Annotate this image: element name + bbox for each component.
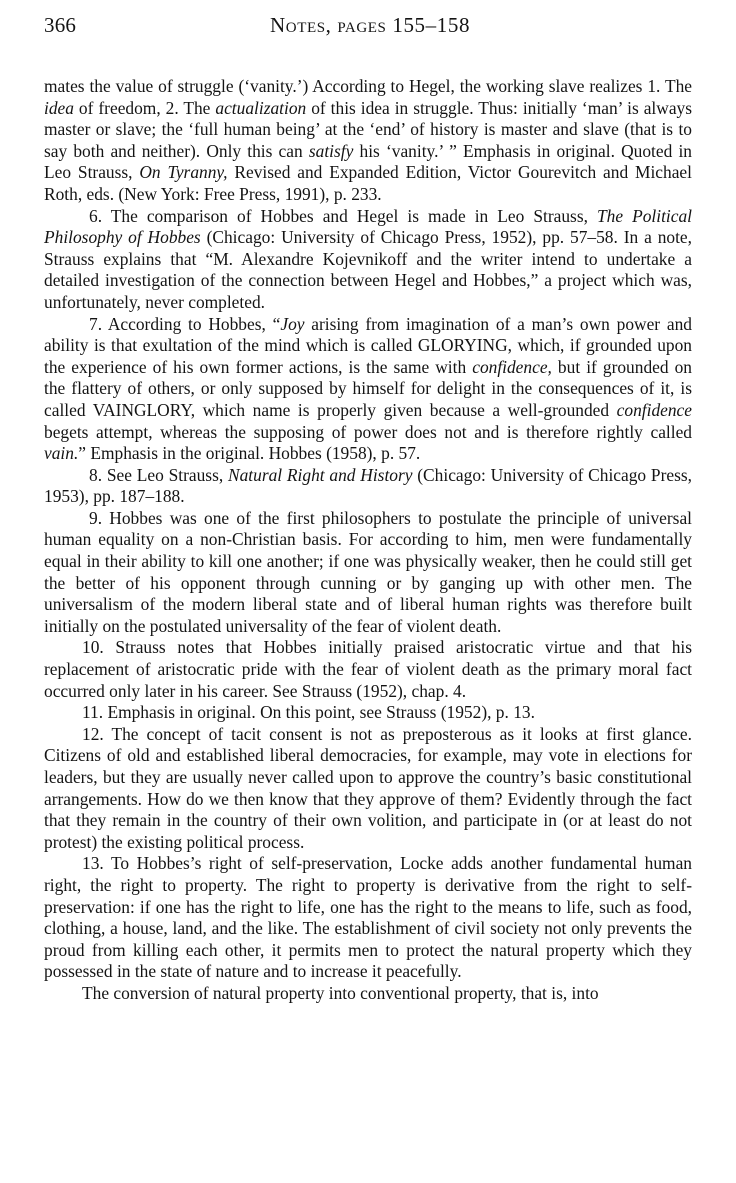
page-header — [44, 13, 692, 43]
italic-text: vain. — [44, 443, 79, 464]
page-number: 366 — [44, 13, 77, 37]
italic-text: satisfy — [308, 140, 354, 161]
note-12 — [44, 724, 692, 854]
running-head: Notes, pages 155–158 — [270, 13, 471, 37]
text-run: of freedom, 2. The — [73, 97, 216, 118]
italic-text: actualization — [215, 97, 307, 118]
text-run: but if grounded on the flattery of others, or only supposed by himself for delight in the consequences of it, is called VAINGLORY, which name is properly given because a well-grounded — [44, 356, 692, 420]
text-run: The conversion of natural property into conventional property, that is, into — [82, 982, 599, 1003]
text-run: 6. The comparison of Hobbes and Hegel is made in Leo Strauss, — [89, 205, 597, 226]
note-7 — [44, 314, 692, 465]
text-run: mates the value of struggle (‘vanity.’) According to Hegel, the working slave realizes 1. The — [44, 76, 692, 96]
text-run: (Chicago: University of Chicago Press, 1953), pp. 187–188. — [44, 464, 692, 507]
conversion-paragraph — [44, 983, 692, 1005]
continued-paragraph — [44, 76, 692, 206]
text-run: his ‘vanity.’ ” Emphasis in original. Quoted in Leo Strauss, — [44, 140, 692, 183]
italic-text: Joy — [280, 313, 305, 334]
text-run: Revised and Expanded Edition, Victor Gourevitch and Michael Roth, eds. (New York: Free Press, 1991), p. 233. — [44, 162, 692, 204]
note-13 — [44, 853, 692, 983]
note-9 — [44, 508, 692, 638]
text-run: of this idea in struggle. Thus: initially ‘man’ is always master or slave; the ‘full human being’ at the ‘end’ of history is master and slave (that is to say both and neither). Only this can — [44, 97, 692, 161]
text-run: 12. The concept of tacit consent is not as preposterous as it looks at first glance. Citizens of old and established liberal democracies, for example, may vote in elections for leaders, but they are usually never called upon to approve the country’s basic constitutional arrangements. How do we then know that they approve of them? Evidently through the fact that they remain in the country of their own volition, and participate in (or at least do not protest) the existing political process. — [44, 723, 692, 852]
text-run: 7. According to Hobbes, “ — [89, 313, 281, 334]
text-run: 8. See Leo Strauss, — [89, 464, 228, 485]
italic-text: confidence, — [472, 356, 552, 377]
note-10 — [44, 637, 692, 702]
text-run: 9. Hobbes was one of the first philosophers to postulate the principle of universal human equality on a non-Christian basis. For according to him, men were fundamentally equal in their ability to kill one another; if one was physically weaker, then he could still get the better of his opponent through cunning or by ganging up with other men. The universalism of the modern liberal state and of liberal human rights was therefore built initially on the postulated universality of the fear of violent death. — [44, 507, 692, 636]
italic-text: idea — [44, 97, 74, 118]
italic-text: Natural Right and History — [228, 464, 413, 485]
note-8 — [44, 465, 692, 508]
text-run: begets attempt, whereas the supposing of power does not and is therefore rightly called — [44, 421, 692, 442]
notes-body — [44, 76, 692, 1005]
text-run: 10. Strauss notes that Hobbes initially praised aristocratic virtue and that his replacement of aristocratic pride with the fear of violent death as the primary moral fact occurred only later in his career. See Strauss (1952), chap. 4. — [44, 637, 692, 701]
text-run: 13. To Hobbes’s right of self-preservation, Locke adds another fundamental human right, the right to property. The right to property is derivative from the right to self-preservation: if one has the right to life, one has the right to the means to life, such as food, clothing, a house, land, and the like. The establishment of civil society not only prevents the proud from killing each other, it permits men to protect the natural property which they possessed in the state of nature and to increase it peacefully. — [44, 853, 692, 982]
text-run: arising from imagination of a man’s own power and ability is that exultation of the mind which is called GLORYING, which, if grounded upon the experience of his own former actions, is the same with — [44, 313, 692, 377]
text-run: (Chicago: University of Chicago Press, 1952), pp. 57–58. In a note, Strauss explains that “M. Alexandre Kojevnikoff and the writer intend to undertake a detailed investigation of the connection between Hegel and Hobbes,” a project which was, unfortunately, never completed. — [44, 227, 692, 312]
italic-text: On Tyranny, — [139, 162, 228, 183]
note-6 — [44, 206, 692, 314]
text-run: ” Emphasis in the original. Hobbes (1958), p. 57. — [78, 443, 421, 464]
note-11 — [44, 702, 692, 724]
italic-text: The Political Philosophy of Hobbes — [44, 205, 692, 248]
text-run: 11. Emphasis in original. On this point, see Strauss (1952), p. 13. — [82, 702, 535, 723]
italic-text: confidence — [616, 399, 692, 420]
